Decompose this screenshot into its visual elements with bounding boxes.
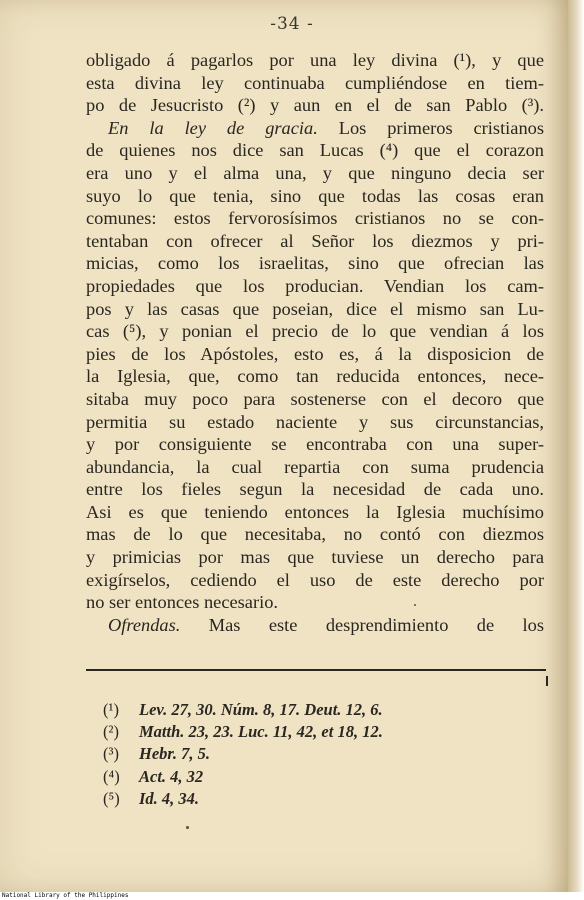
text-line: era uno y el alma una, y que ninguno decia ser bbox=[86, 162, 544, 183]
section-text: Los primeros cristianos bbox=[317, 117, 545, 138]
text-line: y primicias por mas que tuviese un derecho para bbox=[86, 547, 544, 568]
text-line: pies de los Apóstoles, esto es, á la disposicion de bbox=[86, 343, 544, 364]
section-text: Mas este desprendimiento de los bbox=[180, 614, 544, 635]
text-line-section-ofrendas bbox=[86, 614, 544, 637]
text-line: esta divina ley continuaba cumpliéndose en tiem- bbox=[86, 72, 544, 93]
text-line: no ser entonces necesario. bbox=[86, 592, 278, 613]
page-number: -34 - bbox=[270, 14, 314, 34]
text-line: tentaban con ofrecer al Señor los diezmos y pri- bbox=[86, 230, 544, 251]
text-line: po de Jesucristo (²) y aun en el de san Pablo (³). bbox=[86, 95, 544, 116]
footnote-text: Matth. 23, 23. Luc. 11, 42, et 18, 12. bbox=[139, 722, 383, 742]
text-line: entre los fieles segun la necesidad de cada uno. bbox=[86, 479, 544, 500]
library-footer: National Library of the Philippines bbox=[2, 892, 129, 899]
text-line: de quienes nos dice san Lucas (⁴) que el corazon bbox=[86, 140, 544, 161]
footnote-5 bbox=[103, 788, 523, 810]
footnote-rule bbox=[86, 669, 546, 671]
text-line: Asi es que teniendo entonces la Iglesia muchísimo bbox=[86, 501, 544, 522]
text-line: pos y las casas que poseian, dice el mismo san Lu- bbox=[86, 298, 544, 319]
footnote-2 bbox=[103, 721, 523, 743]
footnote-1 bbox=[103, 699, 523, 721]
section-heading: Ofrendas. bbox=[108, 614, 181, 635]
footnotes bbox=[103, 699, 523, 810]
footnote-number: (⁵) bbox=[103, 788, 120, 808]
footnote-text: Lev. 27, 30. Núm. 8, 17. Deut. 12, 6. bbox=[139, 700, 383, 719]
footnote-text: Hebr. 7, 5. bbox=[139, 744, 211, 764]
text-line: propiedades que los producian. Vendian los cam- bbox=[86, 275, 544, 296]
section-heading: En la ley de gracia. bbox=[108, 117, 318, 138]
footnote-number: (⁴) bbox=[103, 766, 120, 786]
text-line: la Iglesia, que, como tan reducida entonces, nece- bbox=[86, 366, 544, 387]
footnote-text: Id. 4, 34. bbox=[139, 788, 200, 808]
text-line: abundancia, la cual repartia con suma prudencia bbox=[86, 456, 544, 477]
text-line-section-gracia bbox=[86, 117, 544, 140]
text-line: y por consiguiente se encontraba con una super- bbox=[86, 434, 544, 455]
text-line: permitia su estado naciente y sus circunstancias, bbox=[86, 411, 544, 432]
text-line: micias, como los israelitas, sino que ofrecian las bbox=[86, 253, 544, 274]
rule-mark bbox=[546, 676, 548, 686]
footnote-number: (²) bbox=[103, 722, 119, 742]
footnote-3 bbox=[103, 743, 523, 765]
text-line: exigírselos, cediendo el uso de este derecho por bbox=[86, 569, 544, 590]
text-line: mas de lo que necesitaba, no contó con diezmos bbox=[86, 524, 544, 545]
paper-speck bbox=[186, 826, 189, 829]
body-text bbox=[86, 49, 544, 636]
footnote-number: (¹) bbox=[103, 700, 119, 719]
text-line: sitaba muy poco para sostenerse con el decoro que bbox=[86, 388, 544, 409]
paper-speck bbox=[414, 604, 416, 606]
text-line: suyo lo que tenia, sino que todas las cosas eran bbox=[86, 185, 544, 206]
text-line: cas (⁵), y ponian el precio de lo que vendian á los bbox=[86, 321, 544, 342]
page-edge bbox=[568, 0, 584, 892]
footnote-number: (³) bbox=[103, 744, 119, 764]
text-line: comunes: estos fervorosísimos cristianos no se con- bbox=[86, 208, 544, 229]
footnote-4 bbox=[103, 766, 523, 788]
footnote-text: Act. 4, 32 bbox=[139, 766, 204, 786]
text-line: obligado á pagarlos por una ley divina (¹), y que bbox=[86, 50, 544, 70]
